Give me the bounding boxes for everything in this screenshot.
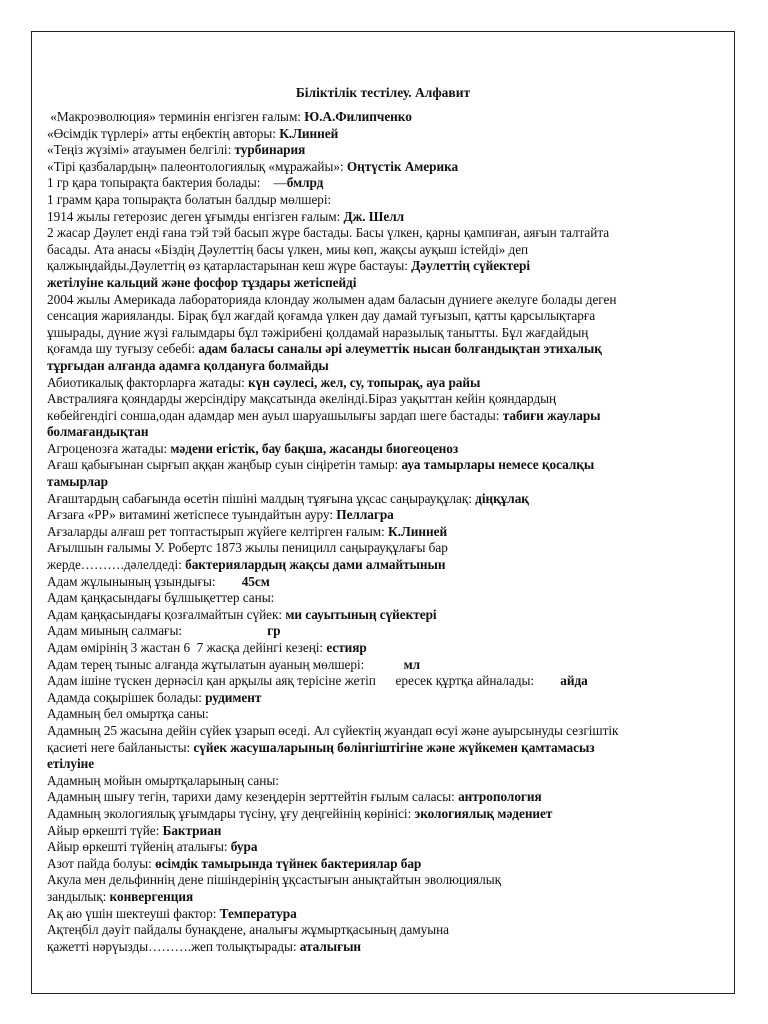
answer-text: К.Линней [388,523,448,539]
line-text: Адамның бел омыртқа саны: [47,706,209,722]
text-line [47,491,733,508]
text-line [47,242,733,259]
text-line [47,209,733,226]
answer-text: сүйек жасушаларының бөлінгіштігіне және жүйкемен қамтамасыз [193,739,595,755]
text-line [47,457,733,474]
text-line [47,690,733,707]
text-line [47,756,733,773]
line-text: жерде……….дәлелдеді: [47,557,186,573]
answer-text: 45см [241,573,270,589]
text-line [47,773,733,790]
text-line [47,740,733,757]
text-line [47,441,733,458]
line-text: Адамның экологиялық ұғымдары түсіну, ұғу деңгейінің көрінісі: [47,805,415,821]
line-text: Акула мен дельфиннің дене пішіндерінің ұқсастығын анықтайтын эволюциялық [47,872,502,888]
answer-text: Ю.А.Филипченко [304,109,412,124]
text-line [47,723,733,740]
line-text: Айыр өркешті түйенің аталығы: [47,839,231,855]
line-text: қажетті нәрүызды……….жеп толықтырады: [47,938,300,954]
line-text: «Теңіз жүзімі» атауымен белгілі: [47,142,235,158]
answer-text: Температура [219,905,297,921]
answer-text: Дәулеттің сүйектері [411,258,530,274]
text-line [47,175,733,192]
answer-text: Бактриан [162,822,222,838]
line-text: Адам жұлынының ұзындығы: [47,573,242,589]
line-text: Абиотикалық факторларға жатады: [47,374,249,390]
text-line [47,159,733,176]
line-text: Адам қаңқасындағы бұлшықеттер саны: [47,590,275,606]
text-line [47,623,733,640]
answer-text: конвергенция [109,888,194,904]
text-line [47,142,733,159]
answer-text: гр [267,623,281,639]
line-text: Адам ішіне түскен дернәсіл қан арқылы аяқ терісіне жетіп ересек құртқа айналады: [47,673,561,689]
text-line [47,391,733,408]
text-line [47,574,733,591]
text-line [47,839,733,856]
line-text: Австралияға қояндарды жерсіндіру мақсатында әкелінді.Біраз уақыттан кейін қояндардың [47,391,557,407]
text-line [47,225,733,242]
line-text: сенсация жарияланды. Бірақ бұл жағдай қоғамда үлкен дау дамай туғызып, қатты қарсылықтарға [47,308,596,324]
line-text: 2 жасар Дәулет енді ғана тэй тэй басып жүре бастады. Басы үлкен, қарны қампиған, аяғын талтайта [47,225,610,241]
text-line [47,939,733,956]
line-text: Айыр өркешті түйе: [47,822,163,838]
line-text: қоғамда шу туғызу себебі: [47,341,199,357]
answer-text: адам баласы саналы әрі әлеуметтік нысан болғандықтан этихалық [198,341,602,357]
line-text: 1 гр қара топырақта бактерия болады: — [47,175,287,191]
answer-text: бмлрд [286,175,324,191]
answer-text: табиғи жаулары [502,407,601,423]
text-line [47,673,733,690]
text-line [47,922,733,939]
answer-text: айда [560,673,588,689]
line-text: Агроценозға жатады: [47,440,171,456]
answer-text: турбинария [234,142,306,158]
line-text: Ағаштардың сабағында өсетін пішіні малдың тұяғына ұқсас саңырауқұлақ: [47,490,476,506]
answer-text: бура [230,839,258,855]
text-line [47,192,733,209]
document-body [47,109,733,955]
text-line [47,126,733,143]
line-text: қалжыңдайды.Дәулеттің өз қатарластарынан кеш жүре бастауы: [47,258,412,274]
text-line [47,590,733,607]
line-text: 2004 жылы Америкада лабораторияда клондау жолымен адам баласын дүниеге әкелуге болады деген [47,291,617,307]
line-text: ұшырады, дүниe жүзі ғалымдары бұл тәжірибені қолдамай наразылық танытты. Бұл жағдайдың [47,324,589,340]
line-text: Адам өмірінің 3 жастан 6 7 жасқа дейінгі кезеңі: [47,640,327,655]
text-line [47,906,733,923]
text-line [47,540,733,557]
line-text: «Өсімдік түрлері» атты еңбектің авторы: [47,125,280,141]
answer-text: К.Линней [279,125,339,141]
answer-text: күн сәулесі, жел, су, топырақ, ауа райы [248,374,481,390]
text-line [47,889,733,906]
text-line [47,872,733,889]
text-line [47,524,733,541]
answer-text: тұрғыдан алғанда адамға қолдануға болмайды [47,357,329,373]
text-line [47,424,733,441]
line-text: «Тірі қазбалардың» палеонтологиялық «мұражайы»: [47,158,347,174]
text-line [47,341,733,358]
text-line [47,474,733,491]
line-text: Адамның шығу тегін, тарихи даму кезеңдерін зерттейтін ғылым саласы: [47,789,459,805]
answer-text: болмағандықтан [47,424,149,440]
text-line [47,408,733,425]
line-text: Адамда соқырішек болады: [47,689,206,705]
line-text: Адам терең тыныс алғанда жұтылатын ауаның мөлшері: [47,656,404,672]
text-line [47,308,733,325]
text-line [47,806,733,823]
answer-text: бактериялардың жақсы дами алмайтынын [185,557,446,573]
answer-text: жетілуіне кальций және фосфор тұздары жетіспейді [47,274,357,290]
line-text: «Макроэволюция» терминін енгізген ғалым: [47,109,305,124]
text-line [47,292,733,309]
line-text: басады. Ата анасы «Біздің Дәулеттің басы үлкен, миы көп, жақсы ауқыш істейді» деп [47,241,529,257]
answer-text: етілуіне [47,756,95,772]
line-text: көбейгендігі соншa,одан адамдар мен ауыл шаруашылығы зардап шеге бастады: [47,407,503,423]
text-line [47,325,733,342]
answer-text: экологиялық мәдениет [414,805,553,821]
line-text: 1914 жылы гетерозис деген ұғымды енгізген ғалым: [47,208,344,224]
answer-text: мл [403,656,420,672]
text-line [47,856,733,873]
answer-text: діңқұлақ [475,490,529,506]
text-line [47,706,733,723]
answer-text: Пеллагра [336,507,394,523]
line-text: зандылық: [47,888,110,904]
text-line [47,657,733,674]
text-line [47,109,733,126]
answer-text: Оңтүстік Америка [346,158,459,174]
line-text: қасиеті неге байланысты: [47,739,194,755]
text-line [47,358,733,375]
line-text: Ақтеңбіл дәуіт пайдалы бунақдене, аналығы жұмыртқасының дамуына [47,922,449,938]
text-line [47,640,733,657]
line-text: Ағзаларды алғаш рет топтастырып жүйеге келтірген ғалым: [47,523,389,539]
answer-text: естияр [326,640,367,655]
line-text: Азот пайда болуы: [47,855,156,871]
line-text: Ақ аю үшін шектеуші фактор: [47,905,220,921]
text-line [47,258,733,275]
answer-text: антропология [458,789,542,805]
text-line [47,607,733,624]
line-text: Ағзаға «РР» витамині жетіспесе туындайтын ауру: [47,507,337,523]
line-text: Адамның мойын омыртқаларының саны: [47,772,279,788]
line-text: Адамның 25 жасына дейін сүйек ұзарып өседі. Ал сүйектің жуандап өсуі және ауырсынуды сезгіштік [47,722,619,738]
document-title: Біліктілік тестілеу. Алфавит [295,85,471,100]
text-line [47,275,733,292]
answer-text: Дж. Шелл [343,208,405,224]
line-text: Адам қаңқасындағы қозғалмайтын сүйек: [47,606,286,622]
line-text: Ағаш қабығынан сырғып аққан жаңбыр суын сіңіретін тамыр: [47,457,402,473]
document-page [31,31,735,994]
answer-text: өсімдік тамырында түйнек бактериялар бар [155,855,422,871]
line-text: 1 грамм қара топырақта болатын балдыр мөлшері: [47,191,332,207]
text-line [47,789,733,806]
answer-text: мәдени егістік, бау бақша, жасанды биогеоценоз [170,440,459,456]
answer-text: тамырлар [47,474,108,490]
text-line [47,507,733,524]
line-text: Ағылшын ғалымы У. Робертс 1873 жылы пеницилл саңырауқұлағы бар [47,540,448,556]
text-line [47,375,733,392]
answer-text: аталығын [299,938,362,954]
answer-text: ауа тамырлары немесе қосалқы [401,457,595,473]
text-line [47,823,733,840]
text-line [47,557,733,574]
answer-text: ми сауытының сүйектері [285,606,437,622]
line-text: Адам миының салмағы: [47,623,268,639]
answer-text: рудимент [205,689,262,705]
